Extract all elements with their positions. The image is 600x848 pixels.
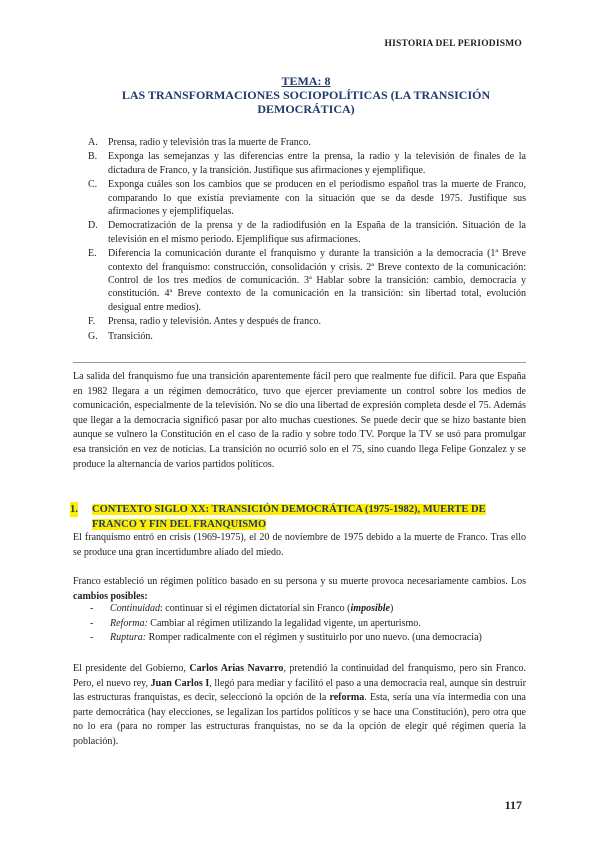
outline-letter: A.	[88, 137, 98, 148]
list-item	[90, 602, 526, 617]
outline-item	[88, 136, 526, 149]
divider	[73, 362, 526, 363]
section-heading-line-1: CONTEXTO SIGLO XX: TRANSICIÓN DEMOCRÁTICA (1975-1982), MUERTE DE	[92, 504, 486, 515]
outline-item	[88, 247, 526, 314]
option-text: Cambiar al régimen utilizando la legalidad vigente, un aperturismo.	[147, 617, 421, 629]
section-paragraph-2	[73, 575, 526, 604]
emphasis-bold: cambios posibles:	[73, 590, 148, 602]
paragraph-text: . Esta, sería una vía intermedia con una parte democrática (hay elecciones, se legalizan los partidos políticos y se hace una Constitución), pero otra que no lo era (para no romper las estructuras franquistas, no se da la opción de elegir qué régimen quería la población).	[73, 692, 526, 747]
option-text: : continuar si el régimen dictatorial sin Franco (	[160, 603, 351, 614]
list-item	[90, 631, 526, 646]
option-term: Continuidad	[110, 603, 161, 614]
section-paragraph-1: El franquismo entró en crisis (1969-1975), el 20 de noviembre de 1975 debido a la muerte de Franco. Tras ello se produce una gran incertidumbre aliado del miedo.	[73, 532, 526, 558]
outline-text: Prensa, radio y televisión tras la muerte de Franco.	[108, 137, 311, 148]
option-close: )	[389, 603, 394, 614]
outline-letter: D.	[88, 220, 98, 232]
chapter-heading-line-2: DEMOCRÁTICA)	[257, 102, 355, 116]
outline-text: Democratización de la prensa y de la radiodifusión en la España de la transición. Situación de la televisión en el mismo periodo. Ejemplifique sus afirmaciones.	[108, 220, 526, 245]
options-list	[90, 602, 526, 646]
running-header: HISTORIA DEL PERIODISMO	[384, 39, 522, 49]
outline-text: Exponga las semejanzas y las diferencias entre la prensa, la radio y la televisión de finales de la dictadura de Franco, y la transición. Justifique sus afirmaciones y ejemplifique.	[108, 151, 526, 176]
outline-letter: E.	[88, 248, 97, 260]
chapter-heading-line-1: LAS TRANSFORMACIONES SOCIOPOLÍTICAS (LA TRANSICIÓN	[121, 88, 491, 102]
outline-item	[88, 178, 526, 218]
chapter-title	[80, 74, 532, 116]
outline-text: Prensa, radio y televisión. Antes y después de franco.	[108, 316, 322, 328]
person-name: Carlos Arias Navarro	[189, 663, 284, 674]
section-heading-line-2: FRANCO Y FIN DEL FRANQUISMO	[92, 519, 267, 530]
outline-item	[88, 150, 526, 177]
outline-item	[88, 315, 526, 328]
dash-bullet: -	[90, 617, 94, 629]
intro-paragraph: La salida del franquismo fue una transición aparentemente fácil pero que realmente fue difícil. Para que España en 1982 llegara a un régimen democrático, tuvo que ejercer previamente un control sobre los medios de comunicación, especialmente de la televisión. No se dio una libertad de expresión completa desde el 75. Además que llegar a la democracia significó pasar por alto muchas cuestiones. Se puede decir que se hizo bastante bien aunque se vulnero la Constitución en el caso de la radio y sobre todo TV. Porque la TV se usó para promulgar esa transición en vez de noticias. La transición no ocurrió solo en el 75, sino cuando llega Felipe Gonzalez y se produce la alternancia de varios partidos políticos.	[73, 371, 526, 470]
option-note: imposible	[350, 603, 390, 614]
dash-bullet: -	[90, 603, 94, 614]
list-item	[90, 617, 526, 632]
paragraph-text: El presidente del Gobierno,	[73, 663, 190, 674]
dash-bullet: -	[90, 632, 94, 644]
section-paragraph-3	[73, 662, 526, 750]
page-number: 117	[504, 798, 522, 812]
outline-text: Transición.	[108, 330, 153, 342]
section-heading	[70, 502, 526, 532]
paragraph-text: Franco estableció un régimen político basado en su persona y su muerte provoca necesariamente cambios. Los	[73, 576, 526, 587]
option-term: Ruptura:	[110, 632, 147, 644]
topic-outline	[88, 136, 526, 344]
outline-text: Exponga cuáles son los cambios que se producen en el periodismo español tras la muerte de Franco, comparando lo que existía previamente con la situación que se da desde 1975. Justifique sus afirmaciones y ejemplifíquelas.	[108, 179, 526, 218]
chapter-number: TEMA: 8	[281, 74, 331, 88]
section-number: 1.	[70, 504, 78, 515]
person-name: Juan Carlos I	[150, 677, 210, 689]
paragraph-text: , llegó para mediar y facilitó el paso a una democracia real, aunque sin destruir las estructuras franquistas, es decir, seleccionó la opción de la	[73, 677, 526, 704]
outline-letter: B.	[88, 151, 98, 163]
option-term: Reforma:	[110, 617, 148, 629]
emphasis-bold: reforma	[329, 692, 365, 704]
outline-letter: F.	[88, 316, 96, 328]
option-text: Romper radicalmente con el régimen y sustituirlo por uno nuevo. (una democracia)	[146, 632, 482, 644]
outline-letter: G.	[88, 330, 98, 342]
outline-item	[88, 219, 526, 246]
outline-text: Diferencia la comunicación durante el franquismo y durante la transición a la democracia (1ª Breve contexto del franquismo: construcción, consolidación y crisis. 2ª Breve contexto de la comunicación: Control de los tres medios de comunicación. 3ª Hablar sobre la transición: cambio, democracia y constitución. 4ª Breve contexto de la comunicación en la transición: sin libertad total, evolución desigual entre medios).	[108, 248, 526, 313]
outline-letter: C.	[88, 179, 98, 191]
outline-item	[88, 330, 526, 343]
paragraph-text: , pretendió la continuidad del franquismo, pero sin Franco. Pero, el nuevo rey,	[73, 663, 527, 689]
